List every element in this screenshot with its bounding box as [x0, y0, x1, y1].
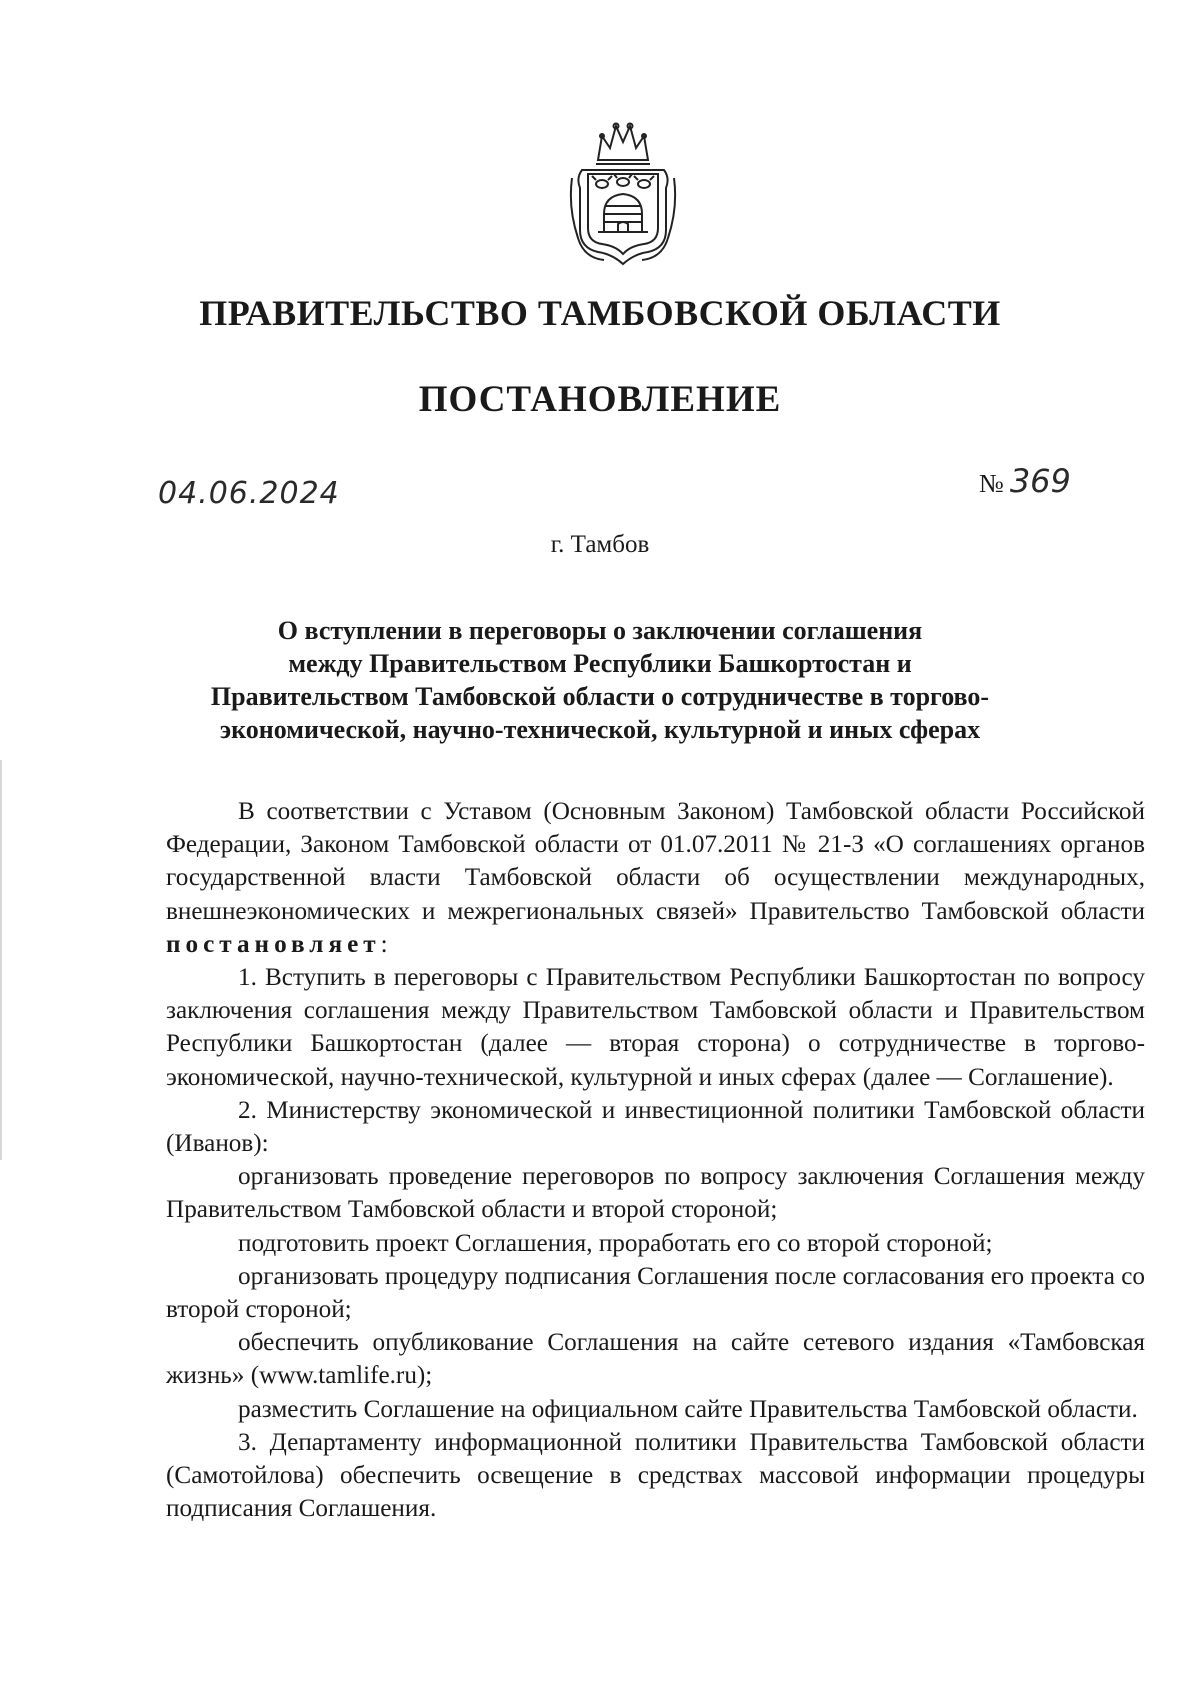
paragraph-2-item: организовать процедуру подписания Соглашения после согласования его проекта со второй стороной;	[166, 1262, 1145, 1324]
paragraph-2-item: организовать проведение переговоров по вопросу заключения Соглашения между Правительством Тамбовской области и второй стороной;	[166, 1163, 1145, 1224]
city: г. Тамбов	[550, 531, 650, 558]
paragraph-2-item: подготовить проект Соглашения, проработать его со второй стороной;	[238, 1229, 993, 1257]
document-number	[979, 462, 1071, 500]
document-type: ПОСТАНОВЛЕНИЕ	[418, 379, 782, 420]
subject-line: между Правительством Республики Башкортостан и	[288, 649, 912, 678]
document-date: 04.06.2024	[158, 476, 340, 511]
document-subject	[200, 614, 1000, 746]
number-value: 369	[1009, 462, 1071, 500]
paragraph-2: 2. Министерству экономической и инвестиционной политики Тамбовской области (Иванов):	[166, 1096, 1145, 1158]
number-label: №	[979, 469, 1004, 498]
paragraph-1: 1. Вступить в переговоры с Правительством Республики Башкортостан по вопросу заключения соглашения между Правительством Тамбовской области и Правительством Республики Башкортостан (далее — вторая сторона) о сотрудничестве в торгово-экономической, научно-технической, культурной и иных сферах (далее — Соглашение).	[166, 964, 1145, 1091]
preamble-paragraph	[166, 795, 1145, 961]
subject-line: Правительством Тамбовской области о сотрудничестве в торгово-	[210, 682, 990, 711]
decree-word: постановляет	[166, 930, 381, 958]
preamble-text: В соответствии с Уставом (Основным Законом) Тамбовской области Российской Федерации, Законом Тамбовской области от 01.07.2011 № 21-З «О соглашениях органов государственной власти Тамбовской области об осуществлении международных, внешнеэкономических и межрегиональных связей» Правительство Тамбовской области	[166, 798, 1145, 925]
document-body	[166, 795, 1145, 1525]
government-name: ПРАВИТЕЛЬСТВО ТАМБОВСКОЙ ОБЛАСТИ	[199, 293, 1001, 333]
coat-of-arms-icon	[568, 118, 678, 270]
scan-edge-mark	[0, 760, 2, 1160]
paragraph-2-item: обеспечить опубликование Соглашения на сайте сетевого издания «Тамбовская жизнь» (www.tamlife.ru);	[166, 1329, 1145, 1390]
subject-line: экономической, научно-технической, культурной и иных сферах	[219, 715, 981, 744]
subject-line: О вступлении в переговоры о заключении соглашения	[277, 616, 923, 645]
paragraph-3: 3. Департаменту информационной политики Правительства Тамбовской области (Самотойлова) обеспечить освещение в средствах массовой информации процедуры подписания Соглашения.	[166, 1428, 1145, 1523]
decree-colon: :	[380, 930, 388, 958]
paragraph-2-item: разместить Соглашение на официальном сайте Правительства Тамбовской области.	[238, 1395, 1138, 1423]
